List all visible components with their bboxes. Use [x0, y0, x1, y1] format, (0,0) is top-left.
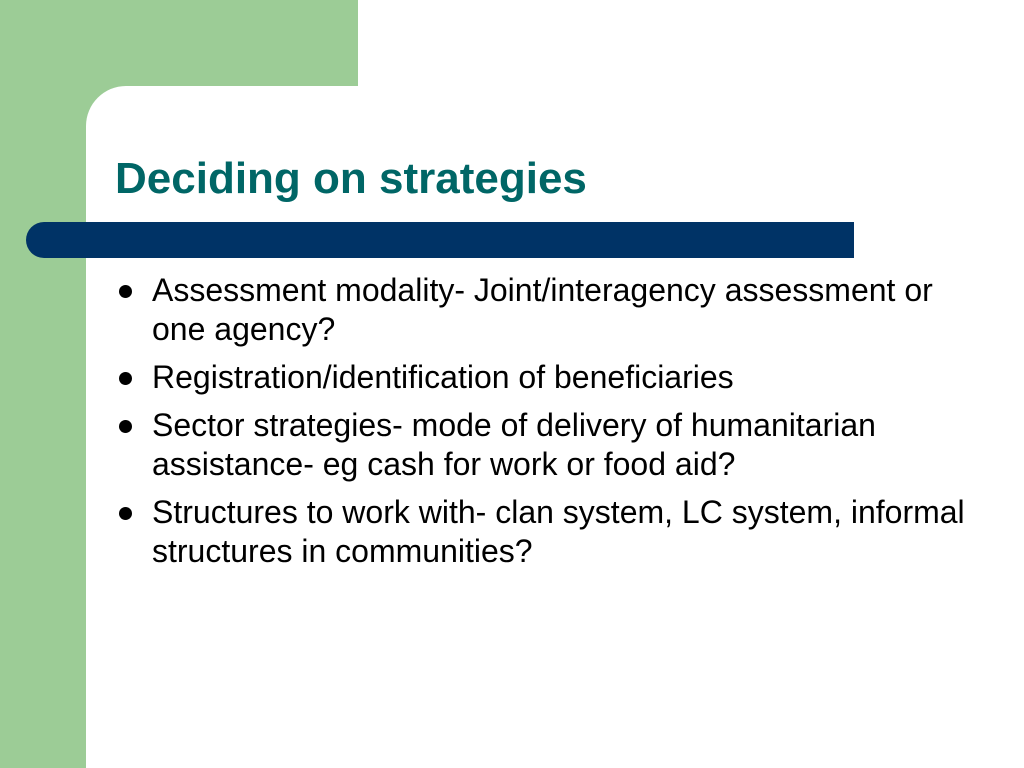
- bullet-item: [116, 406, 976, 484]
- bullet-text: Assessment modality- Joint/interagency assessment or one agency?: [152, 272, 933, 347]
- bullet-dot-icon: [119, 372, 132, 385]
- decorative-green-top-band: [0, 0, 358, 86]
- decorative-green-sidebar: [0, 0, 86, 768]
- bullet-item: [116, 493, 976, 571]
- bullet-dot-icon: [119, 420, 132, 433]
- bullet-dot-icon: [119, 285, 132, 298]
- slide-title: Deciding on strategies: [115, 154, 587, 203]
- bullet-text: Sector strategies- mode of delivery of humanitarian assistance- eg cash for work or food aid?: [152, 407, 876, 482]
- bullet-item: [116, 271, 976, 349]
- bullet-text: Structures to work with- clan system, LC system, informal structures in communities?: [152, 494, 965, 569]
- bullet-dot-icon: [119, 507, 132, 520]
- bullet-text: Registration/identification of beneficiaries: [152, 359, 734, 395]
- bullet-item: [116, 358, 976, 397]
- title-underline-bar: [26, 222, 854, 258]
- bullet-list: [116, 271, 976, 580]
